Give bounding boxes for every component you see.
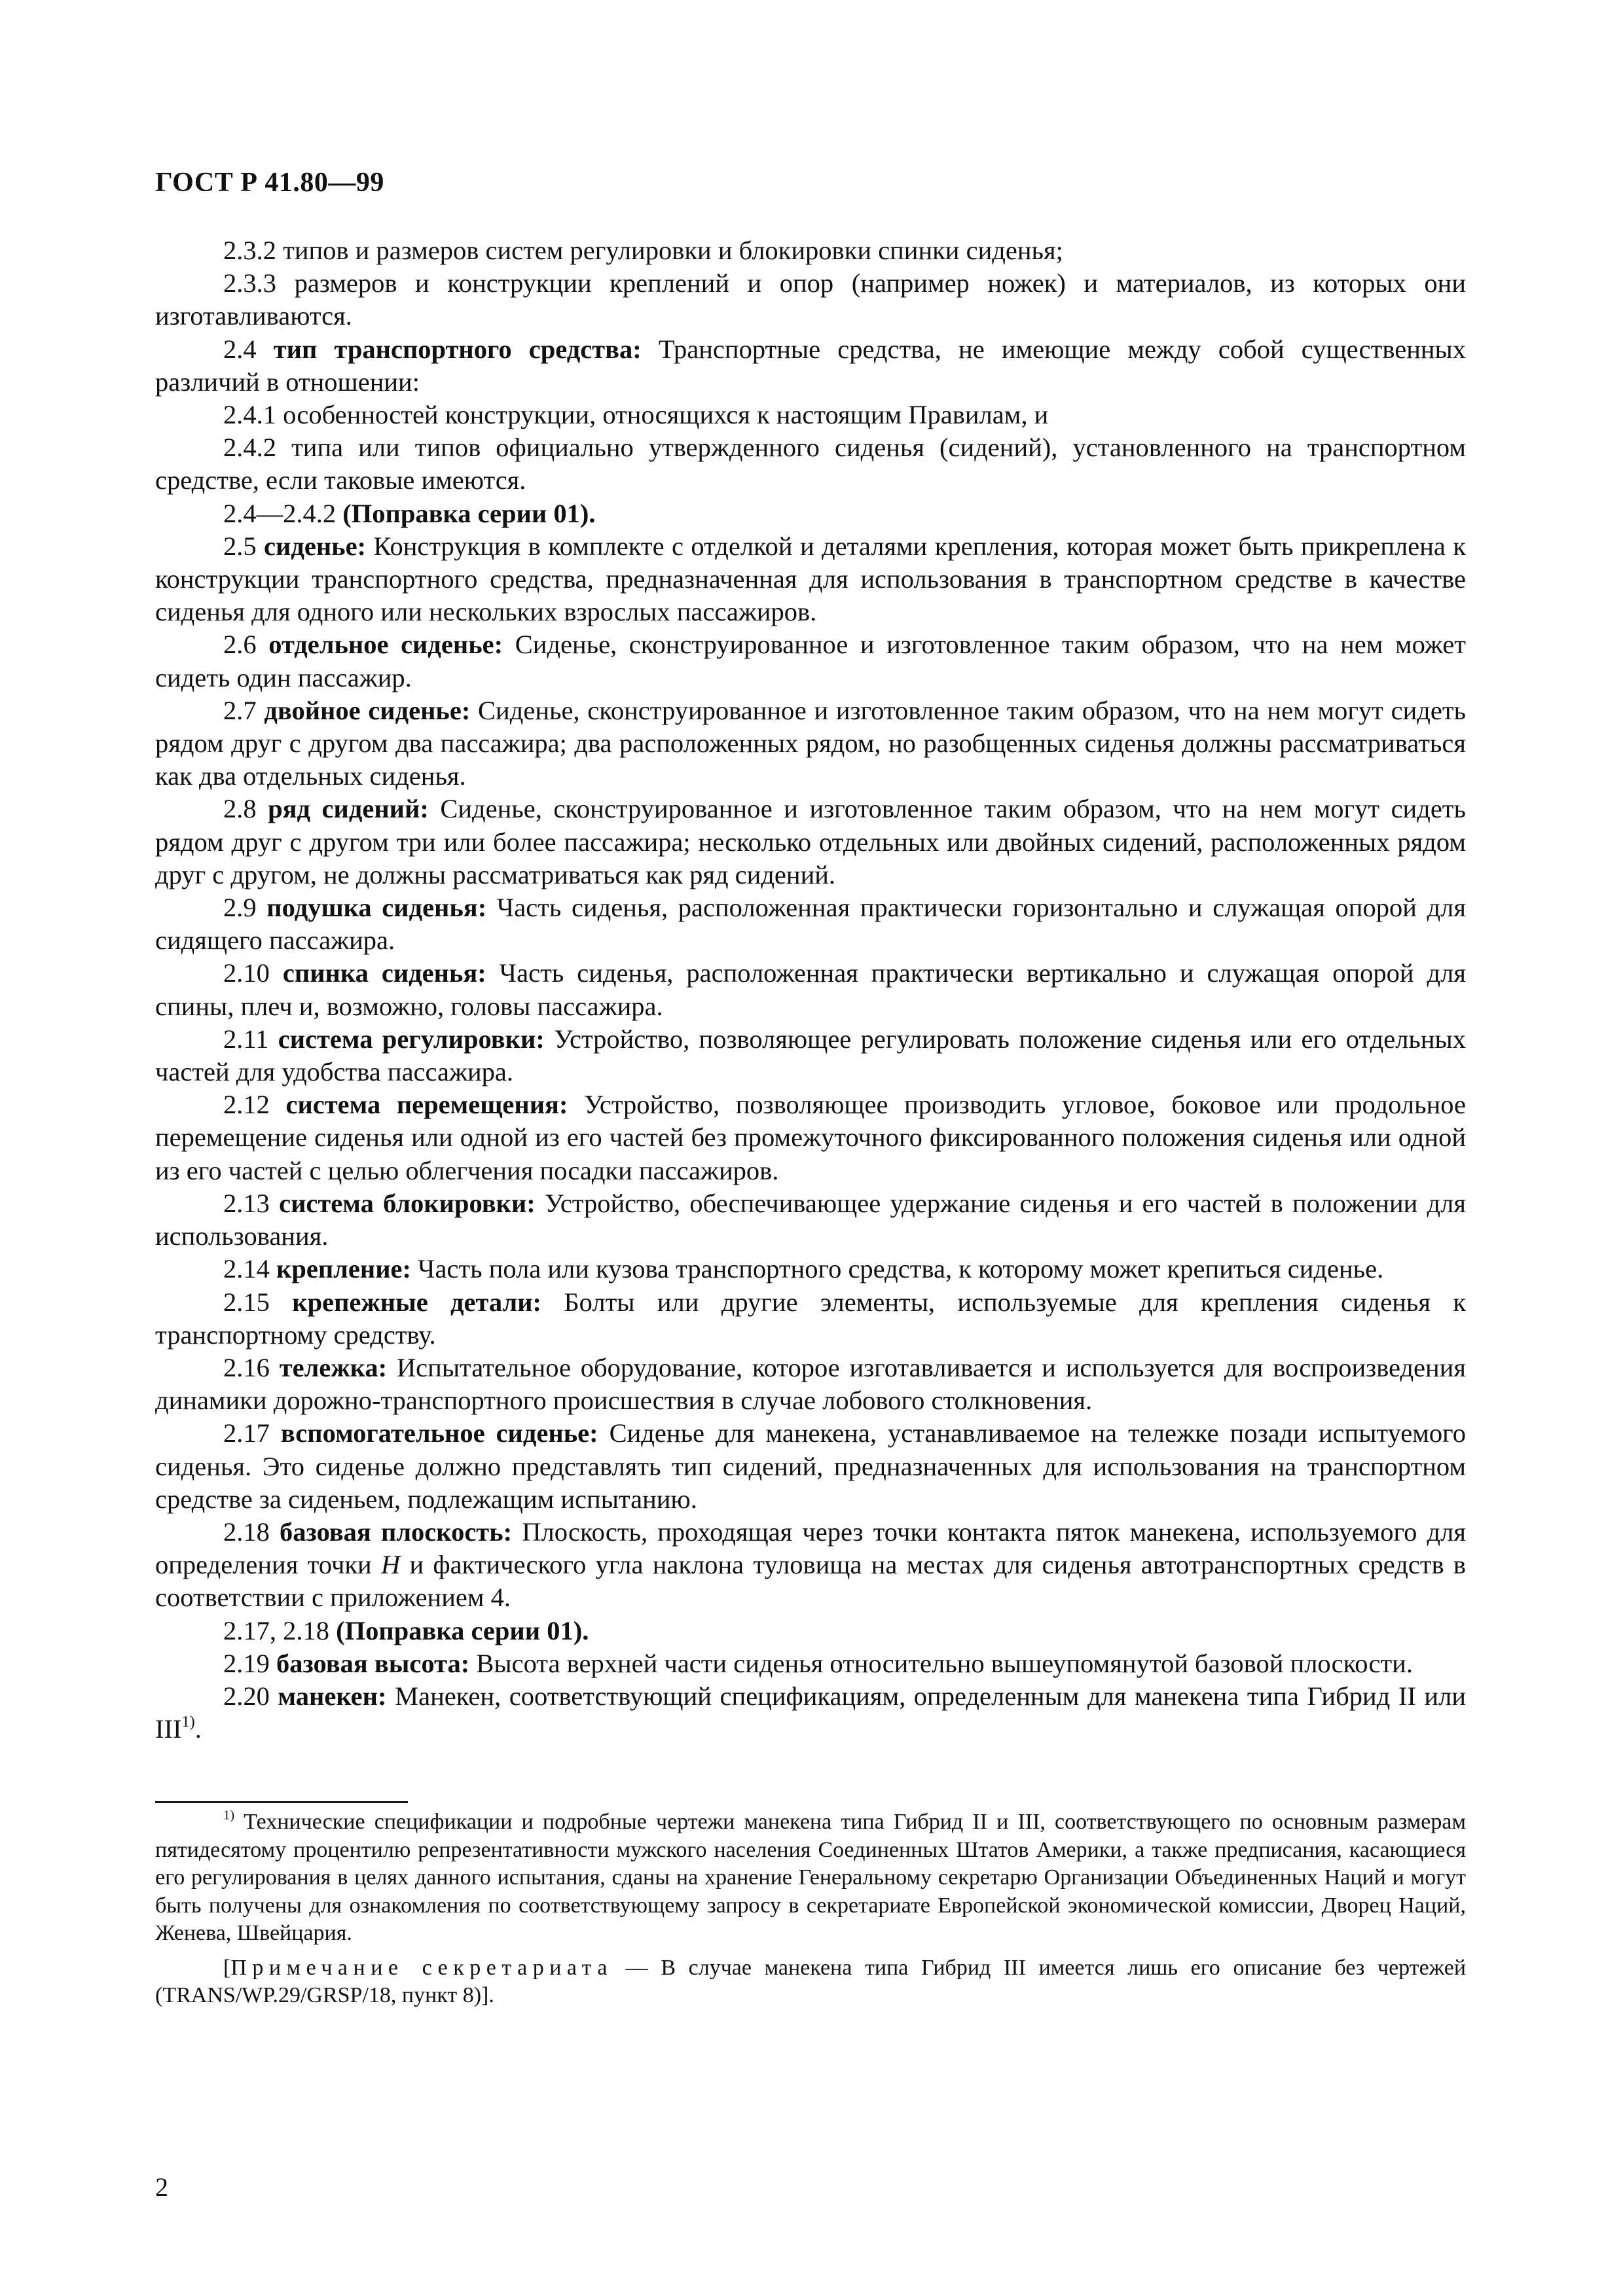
amendment-label: (Поправка серии 01).: [336, 1615, 589, 1645]
footnote-separator: [155, 1801, 408, 1803]
item-number: 2.4—2.4.2: [223, 498, 337, 528]
definition-text: Сиденье для манекена, устанавливаемое на тележке позади испытуемого сиденья. Это сиденье должно представлять тип сидений, предназначенных для использования на транспортном средстве за сиденьем, подлежащим испытанию.: [155, 1418, 1467, 1514]
document-code-header: ГОСТ Р 41.80—99: [155, 168, 384, 198]
definition-2-13: [155, 1187, 1466, 1253]
item-text: типов и размеров систем регулировки и блокировки спинки сиденья;: [283, 236, 1063, 265]
defined-term: двойное сиденье:: [264, 695, 471, 725]
definition-text: Устройство, позволяющее регулировать положение сиденья или его отдельных частей для удобства пассажира.: [155, 1024, 1467, 1087]
item-number: 2.5: [223, 531, 257, 561]
definition-2-12: [155, 1088, 1466, 1187]
defined-term: сиденье:: [264, 531, 367, 561]
item-number: 2.8: [223, 794, 257, 824]
definition-2-9: [155, 891, 1466, 957]
defined-term: ряд сидений:: [268, 794, 429, 824]
item-number: 2.12: [223, 1090, 270, 1120]
item-number: 2.11: [223, 1024, 269, 1054]
item-number: 2.9: [223, 893, 257, 923]
amendment-label: (Поправка серии 01).: [342, 498, 596, 528]
definition-2-6: [155, 628, 1466, 694]
defined-term: манекен:: [278, 1681, 387, 1711]
definition-text-continued: и фактического угла наклона туловища на местах для сиденья автотранспортных средств в соответствии с приложением 4.: [155, 1550, 1467, 1613]
defined-term: подушка сиденья:: [266, 893, 487, 923]
note-dash: —: [625, 1955, 648, 1980]
definition-text: Часть сиденья, расположенная практически вертикально и служащая опорой для спины, плеч и, возможно, головы пассажира.: [155, 958, 1467, 1021]
document-body: [155, 234, 1466, 1746]
definition-2-10: [155, 957, 1466, 1022]
item-number: 2.17, 2.18: [223, 1615, 329, 1645]
page-number: 2: [155, 2172, 168, 2202]
item-text: типа или типов официально утвержденного сиденья (сидений), установленного на транспортном средстве, если таковые имеются.: [155, 433, 1467, 495]
definition-2-4: [155, 333, 1466, 399]
item-number: 2.20: [223, 1681, 270, 1711]
paragraph-2-3-3: [155, 267, 1466, 332]
definition-text: Высота верхней части сиденья относительно вышеупомянутой базовой плоскости.: [476, 1648, 1413, 1678]
defined-term: тележка:: [279, 1352, 388, 1382]
footnote-reference: 1): [181, 1713, 195, 1731]
definition-text: Болты или другие элементы, используемые для крепления сиденья к транспортному средству.: [155, 1287, 1467, 1350]
definition-2-19: [155, 1647, 1466, 1680]
item-number: 2.6: [223, 630, 257, 660]
definition-2-7: [155, 694, 1466, 793]
item-number: 2.4.2: [223, 433, 276, 463]
item-text: особенностей конструкции, относящихся к настоящим Правилам, и: [283, 400, 1049, 430]
point-h-symbol: H: [380, 1550, 401, 1580]
definition-2-18: [155, 1516, 1466, 1615]
item-number: 2.3.3: [223, 268, 276, 298]
note-label: Примечание секретариата: [230, 1955, 613, 1980]
footnote-mark: 1): [223, 1808, 234, 1823]
footnote-text: Технические спецификации и подробные чертежи манекена типа Гибрид II и III, соответствующего по основным размерам пятидесятому процентилю репрезентативности мужского населения Соединенных Штатов Америки, а также предписания, касающиеся его регулирования в целях данного испытания, сданы на хранение Генеральному секретарю Организации Объединенных Наций и могут быть получены для ознакомления по соответствующему запросу в секретариате Европейской экономической комиссии, Дворец Наций, Женева, Швейцария.: [155, 1810, 1467, 1945]
defined-term: спинка сиденья:: [282, 958, 486, 988]
paragraph-2-4-2: [155, 431, 1466, 497]
definition-2-14: [155, 1253, 1466, 1285]
defined-term: вспомогательное сиденье:: [280, 1418, 598, 1448]
paragraph-2-3-2: [155, 234, 1466, 267]
defined-term: отдельное сиденье:: [268, 630, 503, 660]
defined-term: крепление:: [276, 1254, 412, 1284]
item-number: 2.18: [223, 1516, 270, 1547]
item-number: 2.4: [223, 334, 257, 364]
item-number: 2.10: [223, 958, 270, 988]
defined-term: система регулировки:: [278, 1024, 545, 1054]
item-text: размеров и конструкции креплений и опор (например ножек) и материалов, из которых они изготавливаются.: [155, 268, 1466, 331]
item-number: 2.3.2: [223, 236, 276, 265]
definition-2-16: [155, 1352, 1466, 1417]
footnotes-section: [155, 1808, 1466, 2010]
amendment-note: [155, 497, 1466, 530]
amendment-note: [155, 1615, 1466, 1647]
defined-term: базовая плоскость:: [280, 1516, 513, 1547]
item-number: 2.19: [223, 1648, 270, 1678]
definition-text: Плоскость, проходящая через точки контакта пяток манекена, используемого для определения точки: [155, 1516, 1467, 1580]
definition-text: Устройство, позволяющее производить угловое, боковое или продольное перемещение сиденья или одной из его частей без промежуточного фиксированного положения сиденья или одной из его частей с целью облегчения посадки пассажиров.: [155, 1090, 1467, 1185]
definition-text: Устройство, обеспечивающее удержание сиденья и его частей в положении для использования.: [155, 1188, 1466, 1251]
defined-term: система блокировки:: [279, 1188, 536, 1218]
definition-text: Манекен, соответствующий спецификациям, определенным для манекена типа Гибрид II или III: [155, 1681, 1466, 1744]
definition-text: Сиденье, сконструированное и изготовленное таким образом, что на нем могут сидеть рядом друг с другом три или более пассажира; несколько отдельных или двойных сидений, расположенных рядом друг с другом, не должны рассматриваться как ряд сидений.: [155, 794, 1466, 889]
definition-text: Часть сиденья, расположенная практически горизонтально и служащая опорой для сидящего пассажира.: [155, 893, 1467, 956]
secretariat-note: [155, 1954, 1466, 2010]
item-number: 2.13: [223, 1188, 270, 1218]
defined-term: крепежные детали:: [292, 1287, 542, 1317]
definition-text: Часть пола или кузова транспортного средства, к которому может крепиться сиденье.: [418, 1254, 1384, 1284]
definition-text: Сиденье, сконструированное и изготовленное таким образом, что на нем может сидеть один пассажир.: [155, 630, 1466, 692]
definition-text: Транспортные средства, не имеющие между собой существенных различий в отношении:: [155, 334, 1466, 397]
item-number: 2.4.1: [223, 400, 276, 430]
item-number: 2.15: [223, 1287, 270, 1317]
footnote-1: [155, 1808, 1466, 1948]
item-number: 2.14: [223, 1254, 270, 1284]
definition-text: Конструкция в комплекте с отделкой и деталями крепления, которая может быть прикреплена к конструкции транспортного средства, предназначенная для использования в транспортном средстве в качестве сиденья для одного или нескольких взрослых пассажиров.: [155, 531, 1466, 627]
defined-term: система перемещения:: [285, 1090, 568, 1120]
paragraph-2-4-1: [155, 399, 1466, 431]
item-number: 2.7: [223, 695, 257, 725]
defined-term: тип транспортного средства:: [273, 334, 642, 364]
sentence-end: .: [194, 1714, 202, 1744]
definition-2-8: [155, 793, 1466, 891]
note-open-bracket: [: [223, 1955, 231, 1980]
definition-2-15: [155, 1286, 1466, 1352]
item-number: 2.17: [223, 1418, 270, 1448]
defined-term: базовая высота:: [276, 1648, 470, 1678]
definition-2-11: [155, 1023, 1466, 1088]
item-number: 2.16: [223, 1352, 270, 1382]
definition-2-20: [155, 1680, 1466, 1746]
note-text: В случае манекена типа Гибрид III имеется лишь его описание без чертежей (TRANS/WP.29/GRSP/18, пункт 8)].: [155, 1955, 1467, 2007]
definition-text: Испытательное оборудование, которое изготавливается и используется для воспроизведения динамики дорожно-транспортного происшествия в случае лобового столкновения.: [155, 1352, 1467, 1416]
definition-2-5: [155, 530, 1466, 629]
definition-2-17: [155, 1417, 1466, 1516]
definition-text: Сиденье, сконструированное и изготовленное таким образом, что на нем могут сидеть рядом друг с другом два пассажира; два расположенных рядом, но разобщенных сиденья должны рассматриваться как два отдельных сиденья.: [155, 695, 1467, 791]
